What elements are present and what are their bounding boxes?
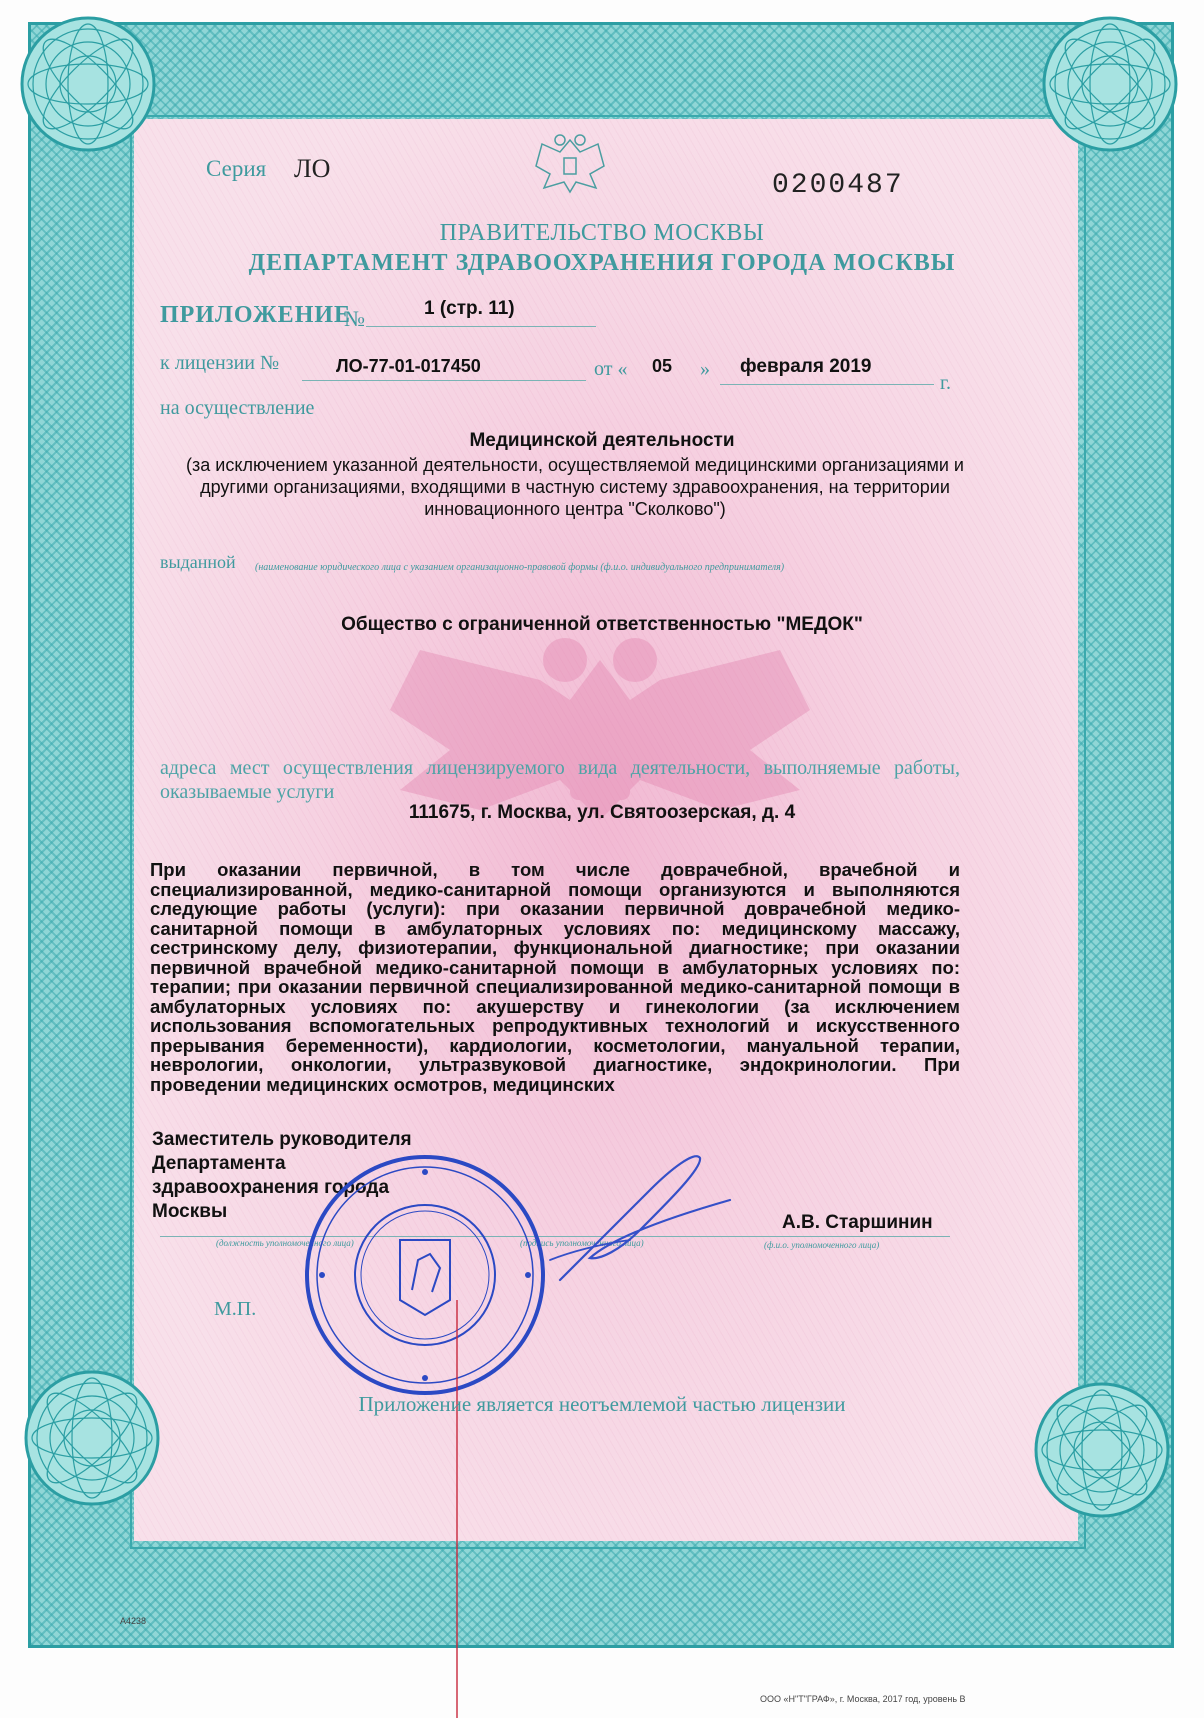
signer-position: Заместитель руководителя Департамента здравоохранения города Москвы [152,1129,412,1222]
activity-description: (за исключением указанной деятельности, осуществляемой медицинскими организациями и другими организациями, входящими в частную систему здравоохранения, на территории инновационного центра "Сколково") [186,455,964,519]
signer-name: А.В. Старшинин [782,1212,933,1233]
date-from-label: от « [594,358,628,380]
license-number: ЛО-77-01-017450 [336,356,481,376]
coat-of-arms-icon [530,130,610,200]
organization-name: Общество с ограниченной ответственностью "МЕДОК" [341,614,863,635]
license-label: к лицензии № [160,352,280,374]
rosette-top-right-icon [1040,14,1180,154]
license-day: 05 [652,356,673,376]
issued-label: выданной [160,552,236,572]
services-text: При оказании первичной, в том числе доврачебной, врачебной и специализированной, медико-санитарной помощи организуются и выполняются следующие работы (услуги): при оказании первичной доврачебной медико-санитарной помощи в амбулаторных условиях по: медицинскому массажу, сестринскому делу, физиотерапии, функциональной диагностике; при оказании первичной врачебной медико-санитарной помощи в амбулаторных условиях по: терапии; при оказании первичной специализированной медико-санитарной помощи в амбулаторных условиях по: акушерству и гинекологии (за исключением использования вспомогательных репродуктивных технологий и искусственного прерывания беременности), кардиологии, косметологии, мануальной терапии, неврологии, онкологии, ультразвуковой диагностике, эндокринологии. При проведении медицинских осмотров, медицинских [150,859,960,1095]
license-month-year: февраля 2019 [740,356,872,377]
hint-signature: (подпись уполномоченного лица) [520,1238,644,1248]
form-code: А4238 [120,1616,147,1626]
appendix-label: ПРИЛОЖЕНИЕ [160,302,352,328]
license-underline [302,380,586,381]
printer-info: ООО «Н"Т"ГРАФ», г. Москва, 2017 год, уровень В [760,1694,966,1704]
activity-title: Медицинской деятельности [469,430,735,451]
eagle-watermark-icon [360,620,840,880]
hint-position: (должность уполномоченного лица) [216,1238,354,1248]
handwritten-signature [530,1140,750,1300]
issued-hint: (наименование юридического лица с указанием организационно-правовой формы (ф.и.о. индивидуального предпринимателя) [255,562,785,573]
rosette-bottom-left-icon [22,1368,162,1508]
appendix-value: 1 (стр. 11) [424,298,515,319]
year-suffix: г. [940,372,951,394]
appendix-underline [366,326,596,327]
round-stamp-icon [300,1150,550,1400]
address-label: адреса мест осуществления лицензируемого вида деятельности, выполняемые работы, оказываемые услуги [160,757,960,803]
authority-line-1: ПРАВИТЕЛЬСТВО МОСКВЫ [439,220,765,246]
red-security-thread [456,1300,458,1718]
seal-place-label: М.П. [214,1298,257,1320]
activity-label: на осуществление [160,397,315,419]
appendix-number-sign: № [344,306,365,331]
date-close-quote: » [700,358,710,380]
series-value: ЛО [294,154,331,183]
authority-line-2: ДЕПАРТАМЕНТ ЗДРАВООХРАНЕНИЯ ГОРОДА МОСКВЫ [248,250,956,276]
rosette-top-left-icon [18,14,158,154]
date-underline [720,384,934,385]
series-label: Серия [206,156,267,181]
blank-number: 0200487 [772,170,904,201]
footer-note: Приложение является неотъемлемой частью лицензии [358,1392,846,1416]
address-value: 111675, г. Москва, ул. Святоозерская, д. 4 [408,802,796,823]
hint-name: (ф.и.о. уполномоченного лица) [764,1240,880,1250]
